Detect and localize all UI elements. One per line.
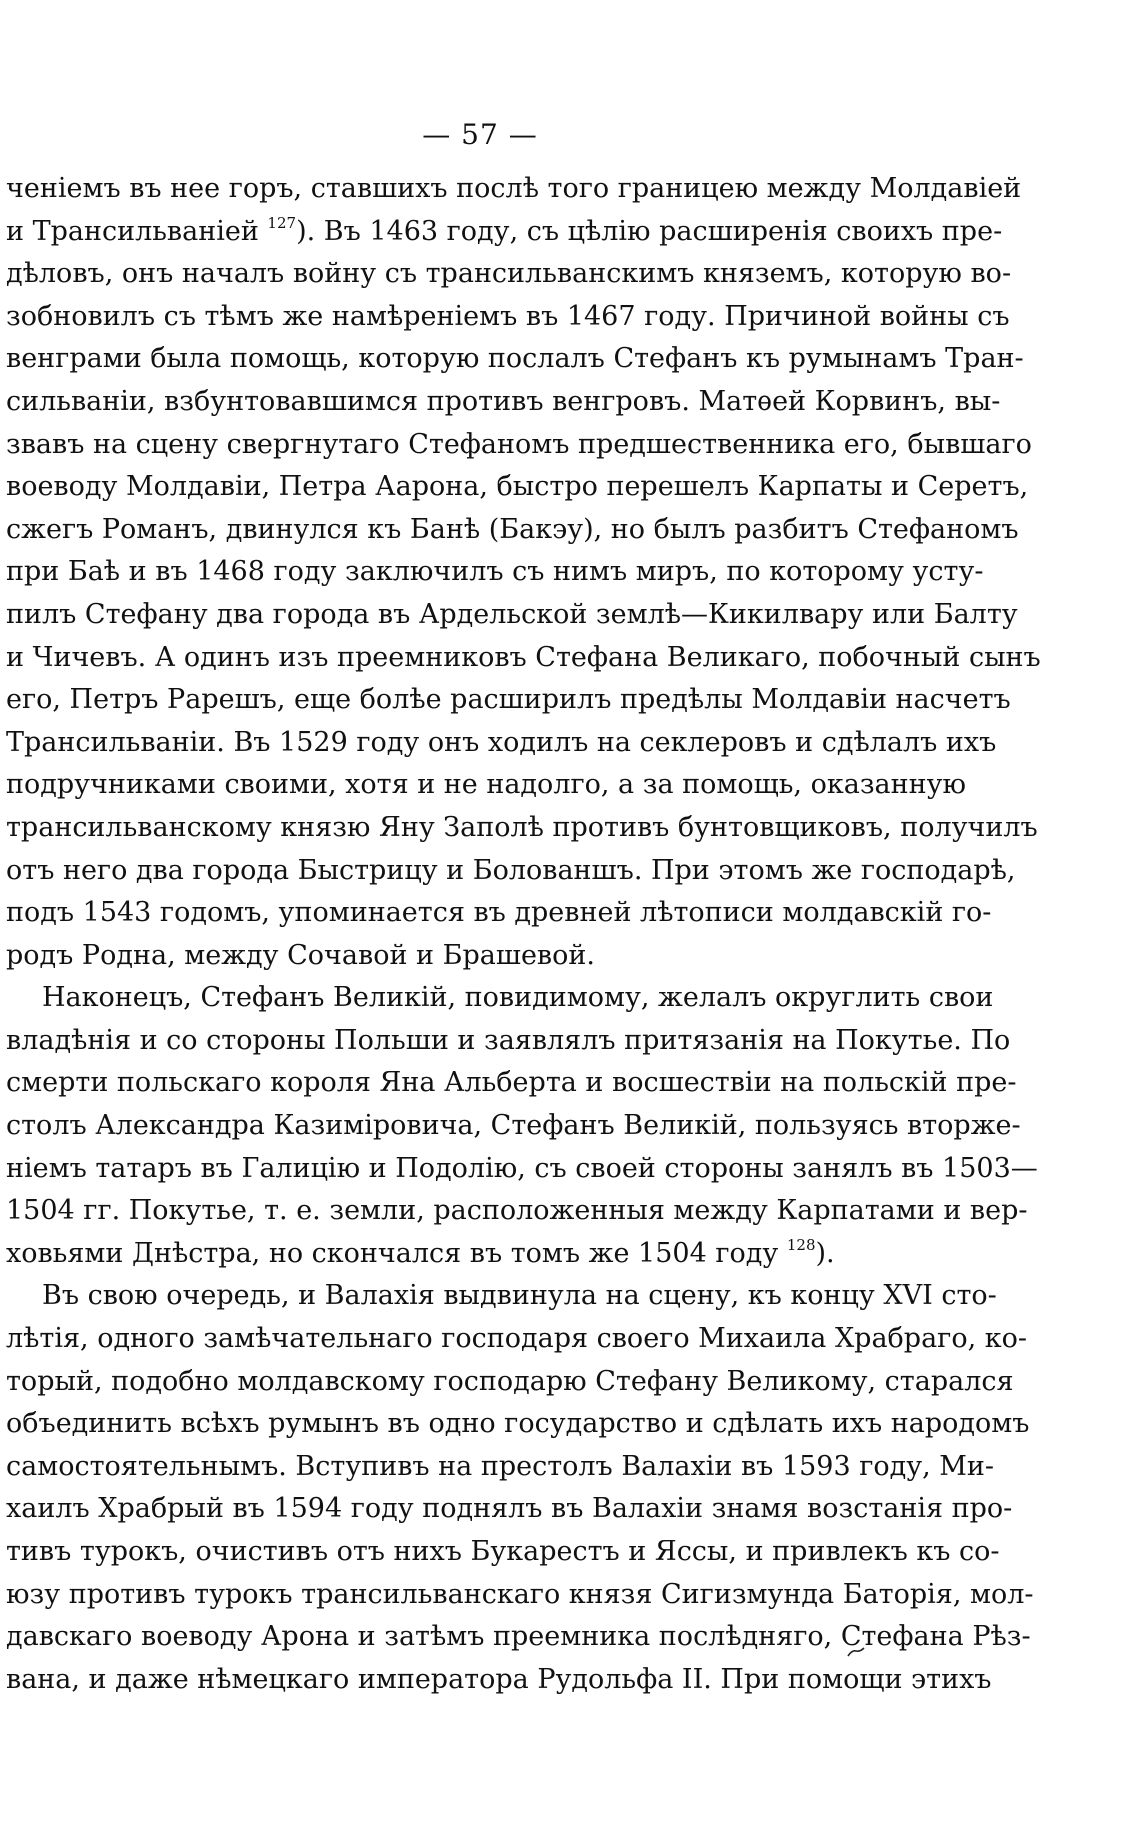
text-line	[6, 594, 1018, 637]
text-segment: объединить всѣхъ румынъ въ одно государство и сдѣлать ихъ народомъ	[6, 1408, 1030, 1440]
text-segment: звавъ на сцену свергнутаго Стефаномъ предшественника его, бывшаго	[6, 428, 1032, 460]
text-segment: сжегъ Романъ, двинулся къ Банѣ (Бакэу), но былъ разбитъ Стефаномъ	[6, 513, 1019, 545]
footnote-ref: 128	[786, 1235, 816, 1254]
text-segment: ).	[815, 1237, 835, 1269]
text-segment: смерти польскаго короля Яна Альберта и восшествіи на польскій пре-	[6, 1067, 1017, 1099]
page-number: — 57 —	[422, 118, 538, 151]
text-line	[6, 381, 1001, 424]
text-segment: сильваніи, взбунтовавшимся противъ венгровъ. Матѳей Корвинъ, вы-	[6, 385, 1001, 417]
text-line	[6, 1318, 1028, 1361]
text-line	[6, 637, 1041, 680]
body-text	[6, 168, 1041, 1701]
text-segment: владѣнія и со стороны Польши и заявлялъ притязанія на Покутье. По	[6, 1024, 1011, 1056]
text-segment: вана, и даже нѣмецкаго императора Рудольфа II. При помощи этихъ	[6, 1663, 992, 1695]
text-segment: и Чичевъ. А одинъ изъ преемниковъ Стефана Великаго, побочный сынъ	[6, 641, 1041, 673]
text-segment: пилъ Стефану два города въ Ардельской землѣ—Кикилвару или Балту	[6, 598, 1018, 630]
text-segment: ховьями Днѣстра, но скончался въ томъ же 1504 году	[6, 1237, 787, 1269]
text-line	[6, 1659, 992, 1702]
text-line	[6, 1574, 1034, 1617]
text-line	[6, 1275, 997, 1318]
text-line	[6, 1488, 1013, 1531]
text-line	[6, 1233, 835, 1276]
footnote-ref: 127	[267, 213, 297, 232]
text-line	[6, 551, 984, 594]
text-line	[6, 253, 1012, 296]
text-segment: родъ Родна, между Сочавой и Брашевой.	[6, 939, 595, 971]
text-segment: его, Петръ Рарешъ, еще болѣе расширилъ предѣлы Молдавіи насчетъ	[6, 684, 1011, 716]
text-line	[6, 935, 824, 978]
text-line	[6, 211, 1003, 254]
text-segment: давскаго воеводу Арона и затѣмъ преемника послѣдняго, Стефана Рѣз-	[6, 1621, 1031, 1653]
text-segment: столъ Александра Казиміровича, Стефанъ Великій, пользуясь вторже-	[6, 1110, 1021, 1142]
text-segment: при Баѣ и въ 1468 году заключилъ съ нимъ миръ, по которому усту-	[6, 556, 984, 588]
text-line	[6, 977, 994, 1020]
text-segment: Въ свою очередь, и Валахія выдвинула на сцену, къ концу XVI сто-	[42, 1280, 997, 1312]
text-segment: Трансильваніи. Въ 1529 году онъ ходилъ на секлеровъ и сдѣлалъ ихъ	[6, 726, 997, 758]
text-line	[6, 1446, 995, 1489]
text-segment: трансильванскому князю Яну Заполѣ противъ бунтовщиковъ, получилъ	[6, 811, 1038, 843]
text-segment: дѣловъ, онъ началъ войну съ трансильванскимъ княземъ, которую во-	[6, 258, 1012, 290]
text-line	[6, 466, 1029, 509]
text-line	[6, 1361, 1014, 1404]
text-segment: самостоятельнымъ. Вступивъ на престолъ Валахіи въ 1593 году, Ми-	[6, 1450, 995, 1482]
text-segment: ніемъ татаръ въ Галицію и Подолію, съ своей стороны занялъ въ 1503—	[6, 1152, 1038, 1184]
text-line	[6, 1105, 1021, 1148]
text-line	[6, 807, 1038, 850]
text-segment: зобновилъ съ тѣмъ же намѣреніемъ въ 1467 году. Причиной войны съ	[6, 300, 1010, 332]
text-line	[6, 722, 997, 765]
text-line	[6, 338, 1024, 381]
text-segment: Наконецъ, Стефанъ Великій, повидимому, желалъ округлить свои	[42, 982, 994, 1014]
text-segment: и Трансильваніей	[6, 215, 268, 247]
text-line	[6, 764, 967, 807]
text-line	[6, 1148, 1038, 1191]
text-line	[6, 679, 1011, 722]
text-line	[6, 1531, 1000, 1574]
text-segment: воеводу Молдавіи, Петра Аарона, быстро перешелъ Карпаты и Серетъ,	[6, 471, 1029, 503]
text-segment: торый, подобно молдавскому господарю Стефану Великому, старался	[6, 1365, 1014, 1397]
text-line	[6, 1190, 1028, 1233]
text-line	[6, 1020, 1011, 1063]
ink-mark	[846, 1646, 866, 1658]
text-line	[6, 296, 1010, 339]
text-segment: юзу противъ турокъ трансильванскаго князя Сигизмунда Баторія, мол-	[6, 1578, 1034, 1610]
text-segment: лѣтія, одного замѣчательнаго господаря своего Михаила Храбраго, ко-	[6, 1323, 1028, 1355]
text-line	[6, 168, 1022, 211]
text-segment: отъ него два города Быстрицу и Болованшъ. При этомъ же господарѣ,	[6, 854, 1016, 886]
text-line	[6, 892, 992, 935]
text-line	[6, 1062, 1017, 1105]
text-line	[6, 424, 1032, 467]
text-segment: подъ 1543 годомъ, упоминается въ древней лѣтописи молдавскій го-	[6, 897, 992, 929]
text-line	[6, 509, 1019, 552]
text-segment: хаилъ Храбрый въ 1594 году поднялъ въ Валахіи знамя возстанія про-	[6, 1493, 1013, 1525]
text-segment: тивъ турокъ, очистивъ отъ нихъ Букарестъ и Яссы, и привлекъ къ со-	[6, 1536, 1000, 1567]
text-line	[6, 1403, 1030, 1446]
text-segment: 1504 гг. Покутье, т. е. земли, расположенныя между Карпатами и вер-	[6, 1195, 1028, 1227]
text-segment: подручниками своими, хотя и не надолго, а за помощь, оказанную	[6, 769, 967, 801]
text-line	[6, 1616, 1031, 1659]
text-segment: ). Въ 1463 году, съ цѣлію расширенія своихъ пре-	[296, 215, 1003, 247]
text-line	[6, 850, 1016, 893]
text-segment: ченіемъ въ нее горъ, ставшихъ послѣ того границею между Молдавіей	[6, 173, 1022, 204]
text-segment: венграми была помощь, которую послалъ Стефанъ къ румынамъ Тран-	[6, 343, 1024, 375]
